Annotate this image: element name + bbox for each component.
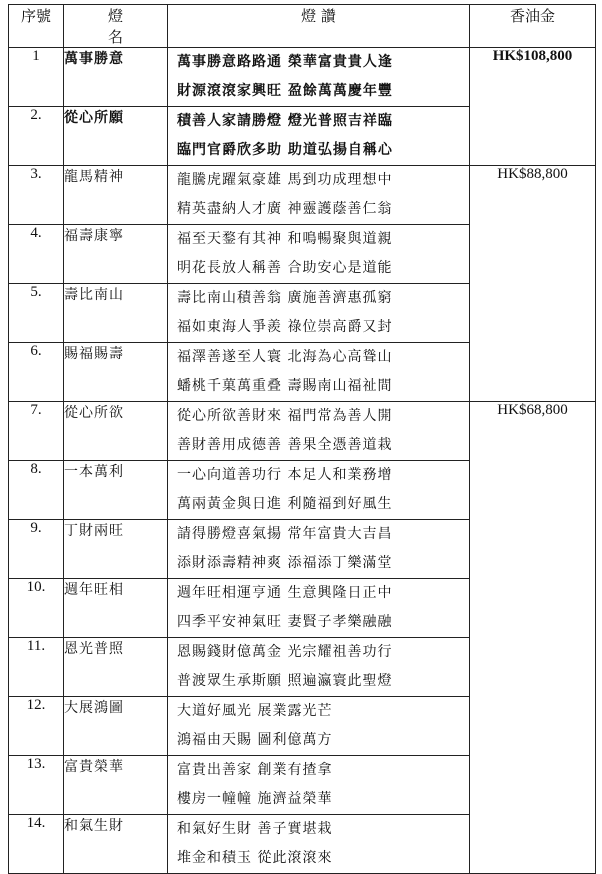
verse-line-2: 善財善用成德善 善果全憑善道栽 xyxy=(177,437,393,453)
lamp-verse xyxy=(168,697,470,756)
row-number: 9. xyxy=(9,520,64,579)
verse-line-2: 福如東海人爭羨 祿位崇高爵又封 xyxy=(177,319,393,335)
verse-line-1: 福澤善遂至人寰 北海為心高聳山 xyxy=(177,349,393,365)
verse-line-2: 精英盡納人才廣 神靈護蔭善仁翁 xyxy=(177,201,393,217)
lamp-verse xyxy=(168,107,470,166)
row-number: 6. xyxy=(9,343,64,402)
verse-line-1: 萬事勝意路路通 榮華富貴貴人逢 xyxy=(177,54,393,70)
lamp-verse xyxy=(168,225,470,284)
verse-line-2: 添財添壽精神爽 添福添丁樂滿堂 xyxy=(177,555,393,571)
lamp-name: 富貴榮華 xyxy=(64,756,168,815)
lamp-verse xyxy=(168,284,470,343)
lamp-verse xyxy=(168,461,470,520)
verse-line-1: 一心向道善功行 本足人和業務增 xyxy=(177,467,393,483)
price-tier-3: HK$68,800 xyxy=(470,402,596,874)
table-row xyxy=(9,402,596,461)
verse-line-1: 富貴出善家 創業有揸拿 xyxy=(177,762,333,778)
lamp-name: 大展鴻圖 xyxy=(64,697,168,756)
lamp-verse xyxy=(168,520,470,579)
row-number: 14. xyxy=(9,815,64,874)
lamp-verse xyxy=(168,343,470,402)
lamp-name: 從心所願 xyxy=(64,107,168,166)
header-price: 香油金 xyxy=(470,5,596,48)
lamp-name: 恩光普照 xyxy=(64,638,168,697)
row-number: 13. xyxy=(9,756,64,815)
header-number: 序號 xyxy=(9,5,64,48)
lamp-name: 和氣生財 xyxy=(64,815,168,874)
verse-line-1: 從心所欲善財來 福門常為善人開 xyxy=(177,408,393,424)
row-number: 5. xyxy=(9,284,64,343)
verse-line-2: 財源滾滾家興旺 盈餘萬萬慶年豐 xyxy=(177,83,393,99)
lamp-verse xyxy=(168,579,470,638)
header-row xyxy=(9,5,596,48)
price-tier-1: HK$108,800 xyxy=(470,48,596,166)
verse-line-2: 樓房一幢幢 施濟益榮華 xyxy=(177,791,333,807)
table-row xyxy=(9,166,596,225)
price-tier-2: HK$88,800 xyxy=(470,166,596,402)
verse-line-2: 蟠桃千菓萬重叠 壽賜南山福祉間 xyxy=(177,378,393,394)
row-number: 7. xyxy=(9,402,64,461)
table-row xyxy=(9,48,596,107)
lamp-name: 從心所欲 xyxy=(64,402,168,461)
verse-line-2: 堆金和積玉 從此滾滾來 xyxy=(177,850,333,866)
row-number: 11. xyxy=(9,638,64,697)
lamp-verse xyxy=(168,638,470,697)
verse-line-1: 週年旺相運亨通 生意興隆日正中 xyxy=(177,585,393,601)
lamp-name: 一本萬利 xyxy=(64,461,168,520)
lamp-name: 丁財兩旺 xyxy=(64,520,168,579)
row-number: 3. xyxy=(9,166,64,225)
verse-line-2: 鴻福由天賜 圖利億萬方 xyxy=(177,732,333,748)
verse-line-1: 大道好風光 展業露光芒 xyxy=(177,703,333,719)
row-number: 8. xyxy=(9,461,64,520)
lamp-name: 福壽康寧 xyxy=(64,225,168,284)
header-lamp-name: 燈 名 xyxy=(64,5,168,48)
row-number: 12. xyxy=(9,697,64,756)
row-number: 10. xyxy=(9,579,64,638)
verse-line-1: 福至天鍪有其神 和鳴暢聚與道親 xyxy=(177,231,393,247)
verse-line-2: 臨門官爵欣多助 助道弘揚自稱心 xyxy=(177,142,393,158)
verse-line-2: 普渡眾生承斯願 照遍瀛寰此聖燈 xyxy=(177,673,393,689)
lamp-name: 龍馬精神 xyxy=(64,166,168,225)
verse-line-2: 萬兩黃金與日進 利隨福到好風生 xyxy=(177,496,393,512)
lamp-verse xyxy=(168,756,470,815)
lamp-price-table xyxy=(8,4,596,874)
lamp-name: 萬事勝意 xyxy=(64,48,168,107)
verse-line-1: 和氣好生財 善子實堪栽 xyxy=(177,821,333,837)
verse-line-1: 請得勝燈喜氣揚 常年富貴大吉昌 xyxy=(177,526,393,542)
header-verse: 燈 讚 xyxy=(168,5,470,48)
lamp-name: 賜福賜壽 xyxy=(64,343,168,402)
verse-line-1: 恩賜錢財億萬金 光宗耀祖善功行 xyxy=(177,644,393,660)
lamp-verse xyxy=(168,48,470,107)
row-number: 1 xyxy=(9,48,64,107)
lamp-verse xyxy=(168,166,470,225)
lamp-name: 壽比南山 xyxy=(64,284,168,343)
verse-line-1: 壽比南山積善翁 廣施善濟惠孤窮 xyxy=(177,290,393,306)
verse-line-2: 四季平安神氣旺 妻賢子孝樂融融 xyxy=(177,614,393,630)
verse-line-1: 龍騰虎躍氣豪雄 馬到功成理想中 xyxy=(177,172,393,188)
lamp-verse xyxy=(168,402,470,461)
row-number: 2. xyxy=(9,107,64,166)
lamp-verse xyxy=(168,815,470,874)
verse-line-1: 積善人家請勝燈 燈光普照吉祥臨 xyxy=(177,113,393,129)
verse-line-2: 明花長放人稱善 合助安心是道能 xyxy=(177,260,393,276)
row-number: 4. xyxy=(9,225,64,284)
lamp-name: 週年旺相 xyxy=(64,579,168,638)
